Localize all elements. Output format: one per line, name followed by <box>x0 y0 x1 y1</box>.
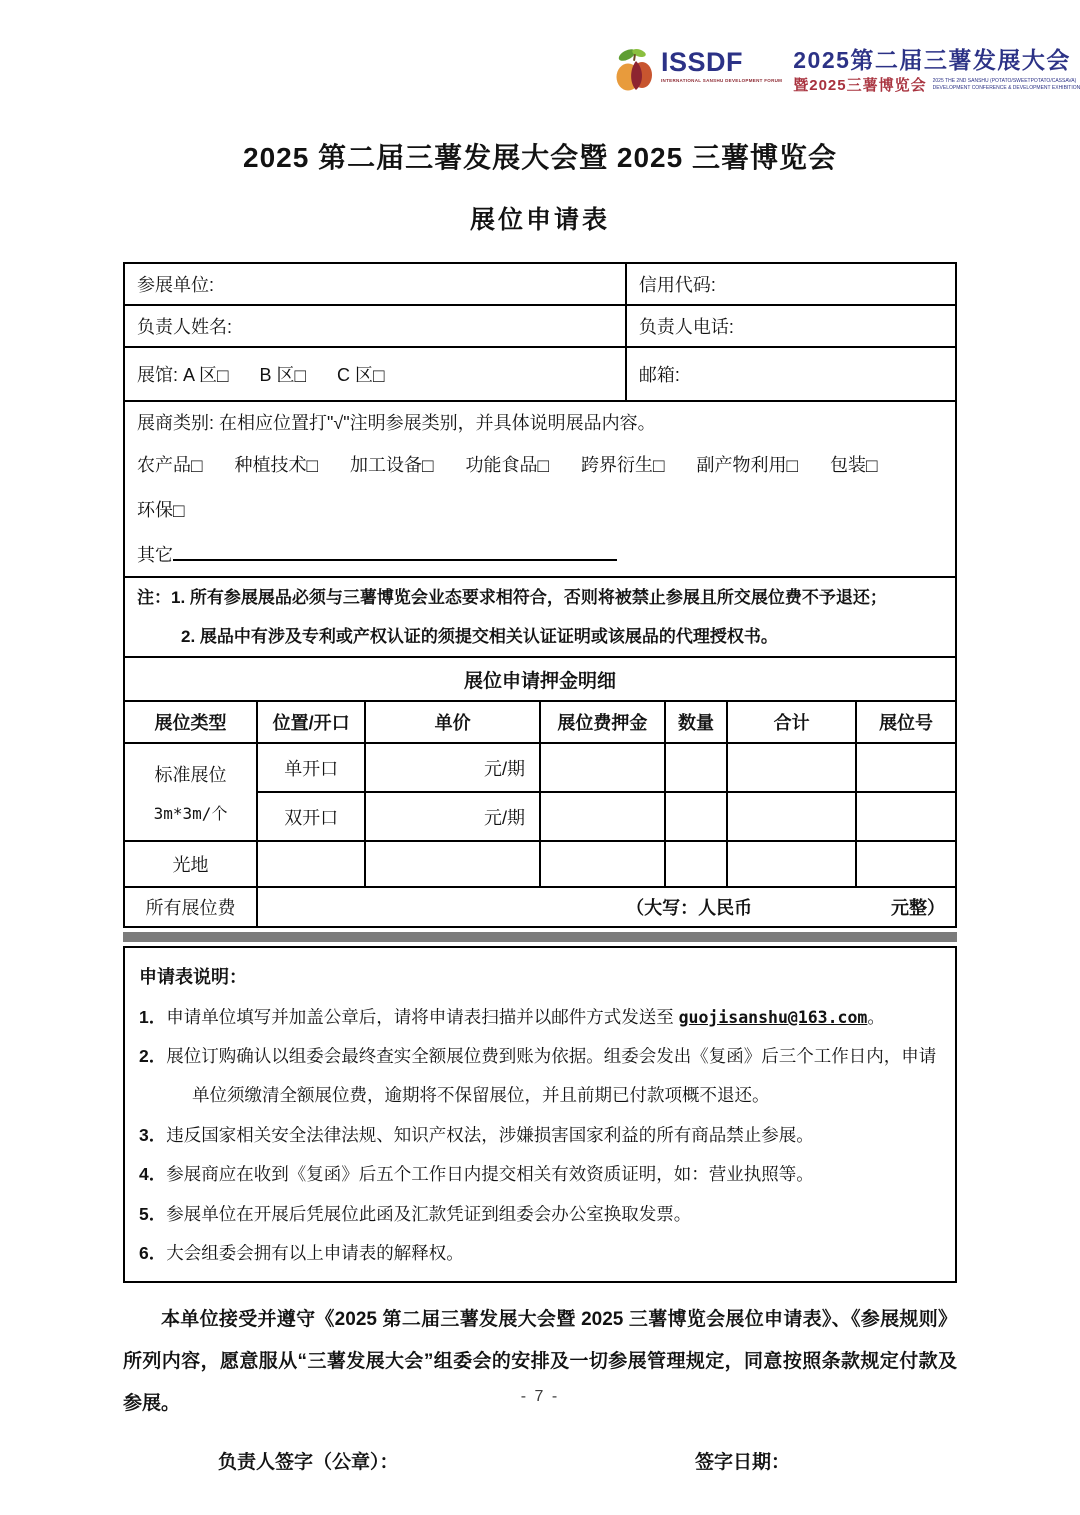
hall-a-label: A 区 <box>183 365 218 385</box>
empty-cell <box>540 792 665 841</box>
table-row <box>124 347 956 401</box>
exhibitor-name-field: 参展单位: <box>124 263 626 305</box>
category-other-row <box>137 534 943 576</box>
empty-cell <box>856 743 956 792</box>
table-row <box>124 401 956 577</box>
hall-c-checkbox: □ <box>373 366 385 387</box>
event-name-english: 2025 THE 2ND SANSHU (POTATO/SWEETPOTATO/CASSAVA) DEVELOPMENT CONFERENCE & DEVELOPMENT EXHIBITION <box>932 78 1080 91</box>
table-row <box>124 305 956 347</box>
category-options: 农产品□ 种植技术□ 加工设备□ 功能食品□ 跨界衍生□ 副产物利用□ 包装□ 环保□ <box>137 455 878 522</box>
table-row <box>124 887 956 927</box>
signature-row <box>123 1447 957 1477</box>
empty-cell <box>665 743 727 792</box>
hall-b-checkbox: □ <box>294 366 307 387</box>
email-link[interactable]: guojisanshu@163.com <box>678 1007 868 1027</box>
col-header-booth-number: 展位号 <box>856 701 956 743</box>
category-checkbox: □ <box>422 456 434 478</box>
col-header-total: 合计 <box>727 701 856 743</box>
event-name-line1: 2025第二届三薯发展大会 <box>793 47 1071 73</box>
double-opening-cell: 双开口 <box>257 792 365 841</box>
empty-cell <box>856 792 956 841</box>
contact-name-field: 负责人姓名: <box>124 305 626 347</box>
yuan-integer-label: 元整） <box>891 898 945 919</box>
notes-cell <box>124 577 956 657</box>
instruction-item-1: 1．申请单位填写并加盖公章后，请将申请表扫描并以邮件方式发送至 guojisanshu@163.com。 <box>139 1006 885 1027</box>
event-name-line2: 暨2025三薯博览会 <box>793 77 927 95</box>
note-line-2: 2. 展品中有涉及专利或产权认证的须提交相关认证证明或该展品的代理授权书。 <box>181 626 778 646</box>
empty-cell <box>665 792 727 841</box>
col-header-unit-price: 单价 <box>365 701 540 743</box>
table-row <box>124 577 956 657</box>
open-ground-cell: 光地 <box>124 841 257 887</box>
page-number: - 7 - <box>520 1388 560 1405</box>
category-checkbox: □ <box>786 456 798 478</box>
double-unit-price-cell: 元/期 <box>365 792 540 841</box>
col-header-deposit: 展位费押金 <box>540 701 665 743</box>
instructions-box <box>123 946 957 1283</box>
single-opening-cell: 单开口 <box>257 743 365 792</box>
empty-cell <box>727 743 856 792</box>
other-label: 其它 <box>137 544 173 565</box>
instruction-item-3: 3．违反国家相关安全法律法规、知识产权法，涉嫌损害国家利益的所有商品禁止参展。 <box>139 1124 814 1145</box>
empty-cell <box>257 841 365 887</box>
instruction-item-2: 2．展位订购确认以组委会最终查实全额展位费到账为依据。组委会发出《复函》后三个工作日内，申请单位须缴清全额展位费，逾期将不保留展位，并且前期已付款项概不退还。 <box>139 1046 937 1106</box>
category-checkbox: □ <box>191 456 203 478</box>
total-fee-label: 所有展位费 <box>124 887 257 927</box>
empty-cell <box>727 792 856 841</box>
issdf-text: ISSDF <box>661 47 744 77</box>
applicant-info-table <box>123 262 957 658</box>
section-divider-bar <box>123 932 957 942</box>
email-field: 邮箱: <box>626 347 956 401</box>
instruction-item-6: 6．大会组委会拥有以上申请表的解释权。 <box>139 1242 464 1263</box>
category-checkbox: □ <box>306 456 318 478</box>
empty-cell <box>665 841 727 887</box>
signature-label: 负责人签字（公章）： <box>218 1451 399 1473</box>
instruction-item-5: 5．参展单位在开展后凭展位此函及汇款凭证到组委会办公室换取发票。 <box>139 1203 692 1224</box>
hall-label: 展馆: <box>137 365 184 385</box>
event-logo-text <box>793 48 1080 95</box>
col-header-booth-type: 展位类型 <box>124 701 257 743</box>
empty-cell <box>856 841 956 887</box>
category-checkbox: □ <box>653 456 665 478</box>
instruction-item-4: 4．参展商应在收到《复函》后五个工作日内提交相关有效资质证明，如：营业执照等。 <box>139 1164 814 1185</box>
agreement-paragraph: 本单位接受并遵守《2025 第二届三薯发展大会暨 2025 三薯博览会展位申请表》、《参展规则》所列内容，愿意服从“三薯发展大会”组委会的安排及一切参展管理规定，同意按照条款规定付款及参展。 <box>123 1309 957 1414</box>
credit-code-field: 信用代码: <box>626 263 956 305</box>
document-title: 2025 第二届三薯发展大会暨 2025 三薯博览会 <box>243 142 837 173</box>
other-blank-line <box>173 541 617 561</box>
hall-a-checkbox: □ <box>217 366 229 387</box>
category-checkbox: □ <box>537 456 549 478</box>
category-instruction: 展商类别: 在相应位置打"√"注明参展类别，并具体说明展品内容。 <box>137 413 656 433</box>
issdf-subtitle: INTERNATIONAL SANSHU DEVELOPMENT FORUM <box>661 77 783 83</box>
col-header-quantity: 数量 <box>665 701 727 743</box>
note-line-1: 注：1. 所有参展展品必须与三薯博览会业态要求相符合，否则将被禁止参展且所交展位费不予退还； <box>137 587 887 607</box>
col-header-position: 位置/开口 <box>257 701 365 743</box>
hall-c-label: C 区 <box>337 365 374 385</box>
table-row <box>124 743 956 792</box>
table-row <box>124 263 956 305</box>
signature-date-label: 签字日期： <box>695 1451 791 1473</box>
instructions-title: 申请表说明： <box>139 967 247 988</box>
exhibitor-category-cell <box>124 401 956 577</box>
empty-cell <box>540 841 665 887</box>
category-checkbox: □ <box>173 500 185 522</box>
empty-cell <box>727 841 856 887</box>
form-title: 展位申请表 <box>469 206 610 234</box>
category-checkbox: □ <box>866 456 878 478</box>
amount-in-words-label: （大写：人民币 <box>626 898 753 919</box>
table-header-row <box>124 701 956 743</box>
contact-phone-field: 负责人电话: <box>626 305 956 347</box>
standard-booth-type-cell: 标准展位 3m*3m/个 <box>124 743 257 841</box>
issdf-wordmark <box>661 47 783 83</box>
total-fee-amount-cell <box>257 887 956 927</box>
event-logo <box>615 46 1080 95</box>
booth-deposit-table <box>123 656 957 928</box>
empty-cell <box>540 743 665 792</box>
sanshu-fruit-icon <box>615 46 655 94</box>
hall-b-label: B 区 <box>259 365 295 385</box>
table-row <box>124 657 956 701</box>
table-row <box>124 841 956 887</box>
single-unit-price-cell: 元/期 <box>365 743 540 792</box>
hall-selection-field <box>124 347 626 401</box>
deposit-table-title: 展位申请押金明细 <box>124 657 956 701</box>
empty-cell <box>365 841 540 887</box>
